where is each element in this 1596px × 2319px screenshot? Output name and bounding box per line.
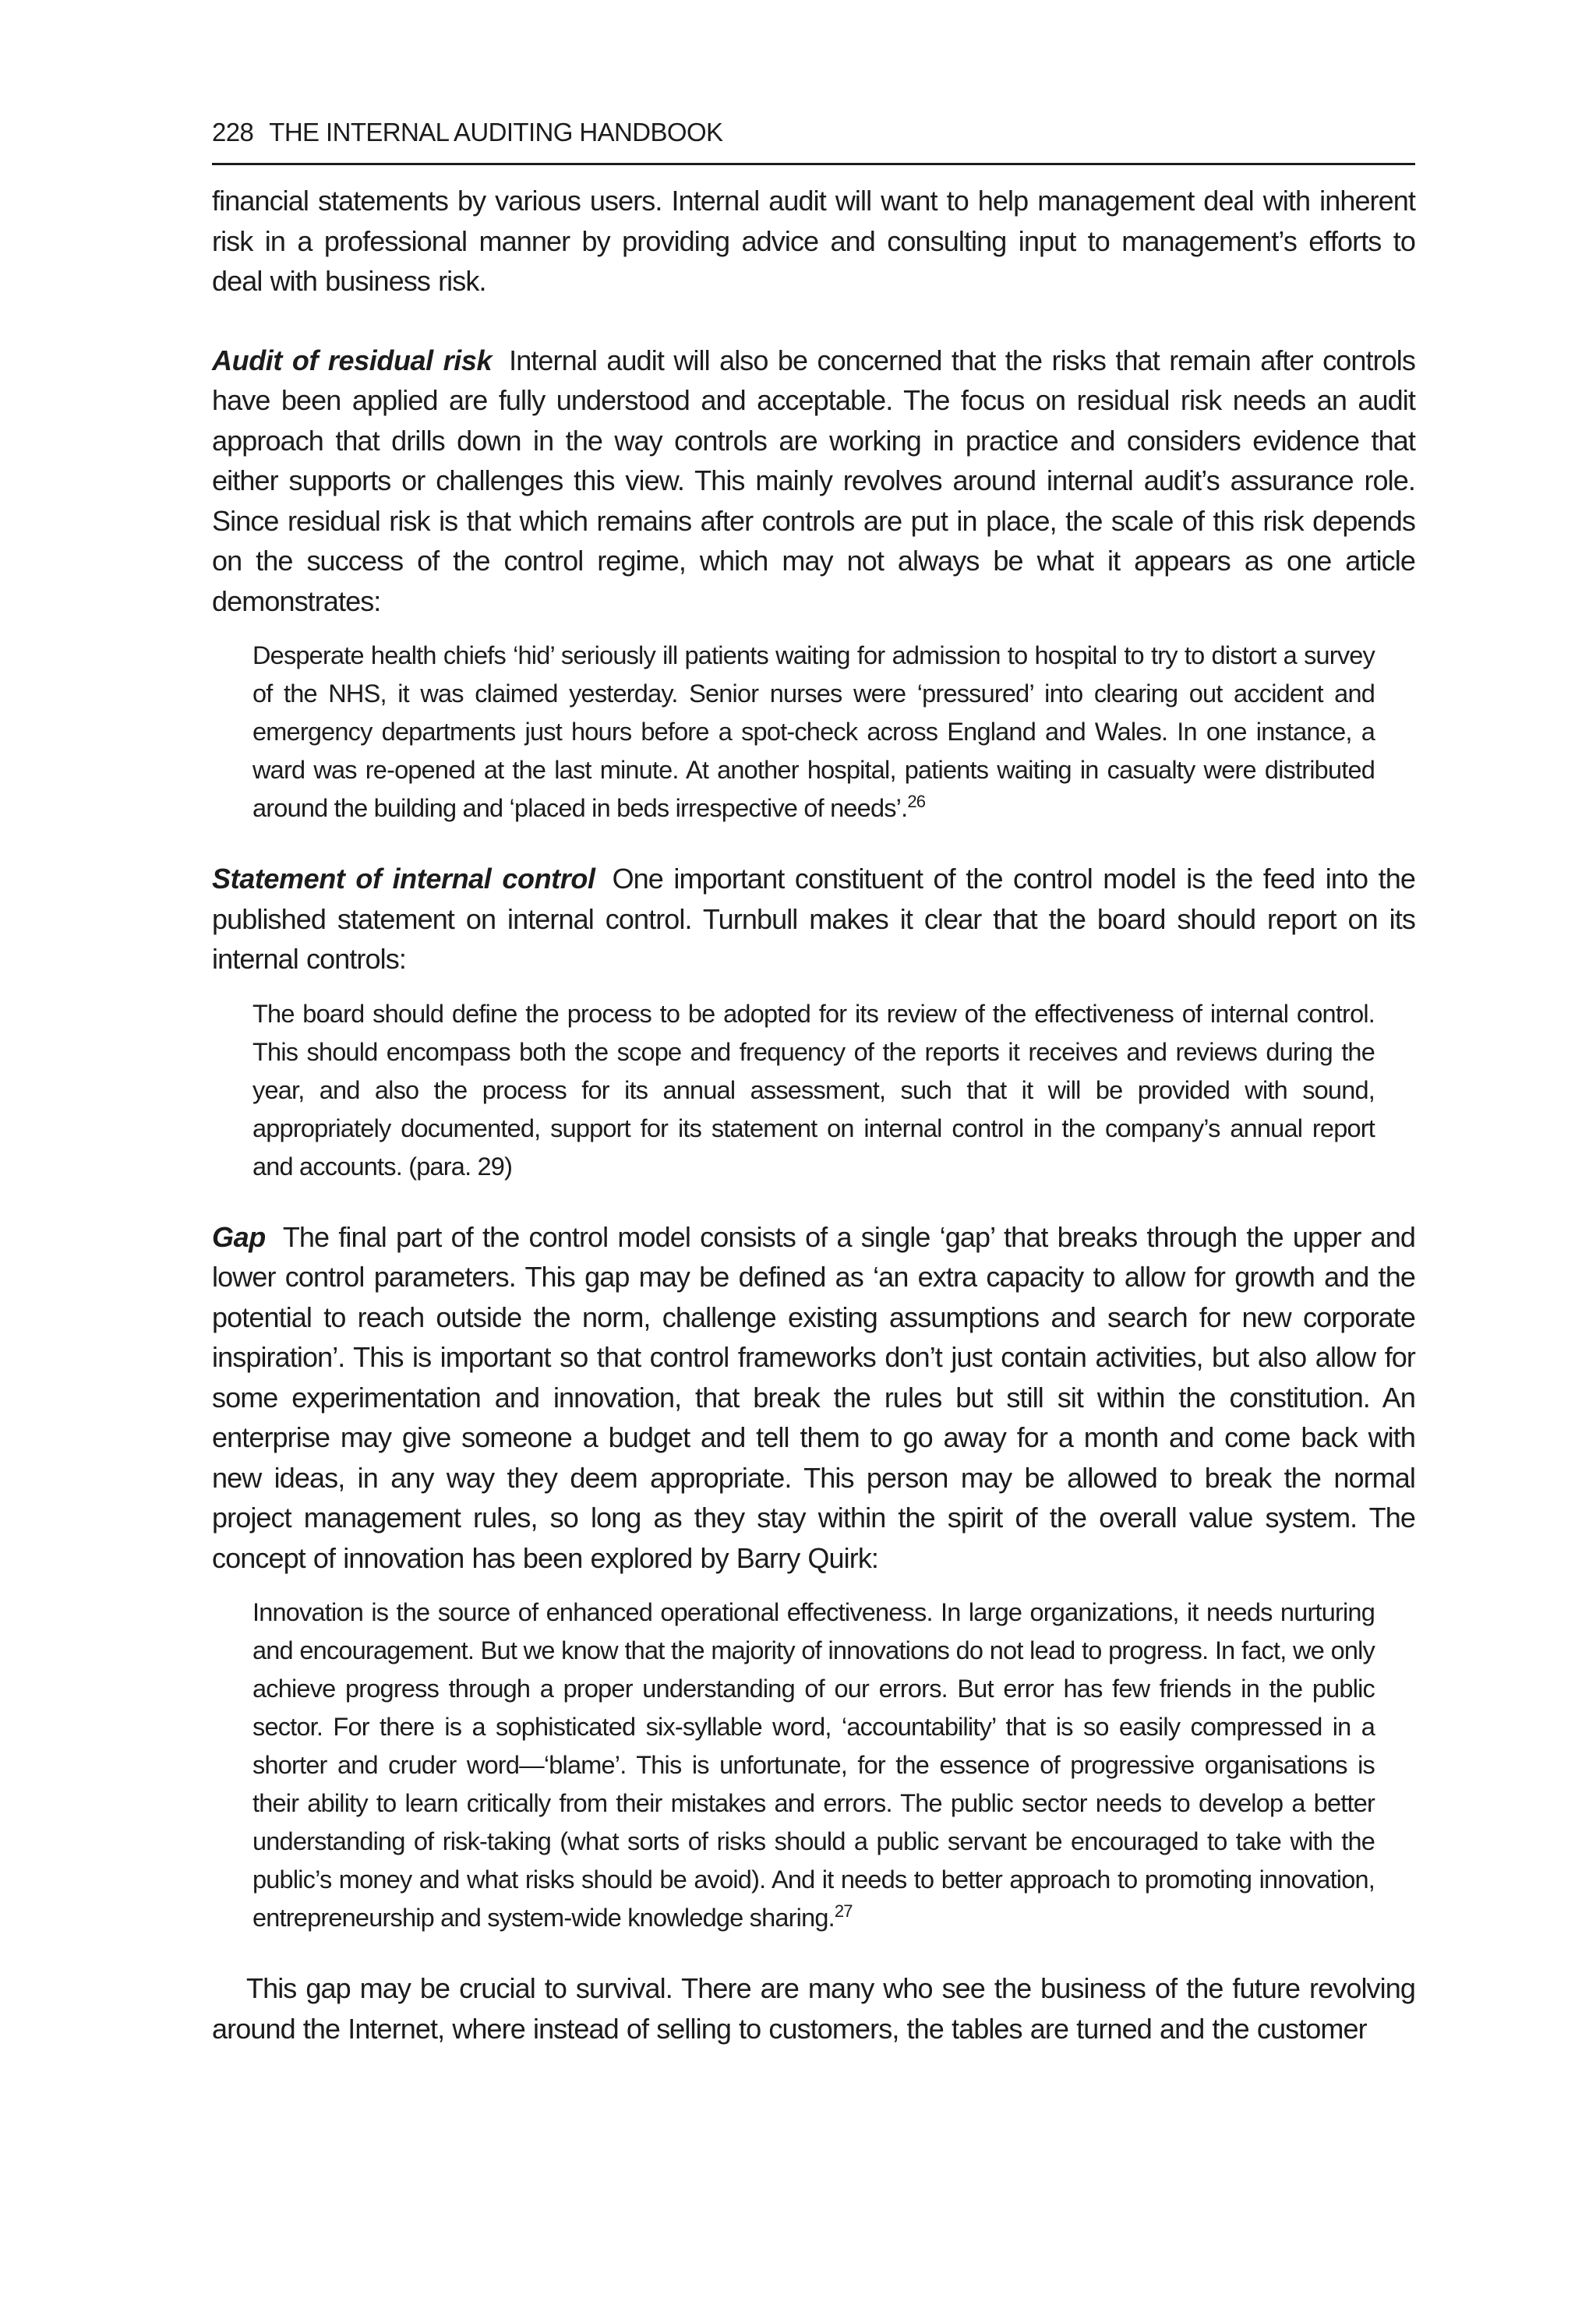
internal-control-heading: Statement of internal control: [212, 863, 595, 895]
closing-text: This gap may be crucial to survival. There are many who see the business of the future revolving around the Internet, where instead of selling to customers, the tables are turned and the customer: [212, 1972, 1415, 2045]
book-title: THE INTERNAL AUDITING HANDBOOK: [269, 118, 723, 146]
quirk-quote: [252, 1594, 1375, 1937]
gap-heading: Gap: [212, 1220, 266, 1253]
page-number: 228: [212, 118, 254, 146]
residual-risk-paragraph: [212, 341, 1415, 622]
running-header: [212, 117, 1415, 165]
gap-text: The final part of the control model consists of a single ‘gap’ that breaks through the upper and lower control parameters. This gap may be defined as ‘an extra capacity to allow for growth and the potential to reach outside the norm, challenge existing assumptions and search for new corporate inspiration’. This is important so that control frameworks don’t just contain activities, but also allow for some experimentation and innovation, that break the rules but still sit within the constitution. An enterprise may give someone a budget and tell them to go away for a month and come back with new ideas, in any way they deem appropriate. This person may be allowed to break the normal project management rules, so long as they stay within the spirit of the overall value system. The concept of innovation has been explored by Barry Quirk:: [212, 1220, 1415, 1574]
internal-control-paragraph: [212, 859, 1415, 979]
gap-paragraph: [212, 1217, 1415, 1579]
footnote-ref-27: 27: [834, 1901, 853, 1922]
residual-risk-heading: Audit of residual risk: [212, 344, 493, 376]
turnbull-quote-text: The board should define the process to be adopted for its review of the effectiveness of internal control. This should encompass both the scope and frequency of the reports it receives and reviews during the year, and also the process for its annual assessment, such that it will be provided with sound, appropriately documented, support for its statement on internal control in the company’s annual report and accounts. (para. 29): [252, 999, 1375, 1181]
nhs-quote: [252, 637, 1375, 828]
footnote-ref-26: 26: [907, 792, 926, 812]
turnbull-quote: [252, 995, 1375, 1186]
quirk-quote-text: Innovation is the source of enhanced operational effectiveness. In large organizations, it needs nurturing and encouragement. But we know that the majority of innovations do not lead to progress. In fact, we only achieve progress through a proper understanding of our errors. But error has few friends in the public sector. For there is a sophisticated six-syllable word, ‘accountability’ that is so easily compressed in a shorter and cruder word—‘blame’. This is unfortunate, for the essence of progressive organisations is their ability to learn critically from their mistakes and errors. The public sector needs to develop a better understanding of risk-taking (what sorts of risks should a public servant be encouraged to take with the public’s money and what risks should be avoid). And it needs to better approach to promoting innovation, entrepreneurship and system-wide knowledge sharing.: [252, 1598, 1375, 1932]
nhs-quote-text: Desperate health chiefs ‘hid’ seriously ill patients waiting for admission to hospital to try to distort a survey of the NHS, it was claimed yesterday. Senior nurses were ‘pressured’ into clearing out accident and emergency departments just hours before a spot-check across England and Wales. In one instance, a ward was re-opened at the last minute. At another hospital, patients waiting in casualty were distributed around the building and ‘placed in beds irrespective of needs’.: [252, 641, 1375, 822]
closing-paragraph: [212, 1968, 1415, 2049]
intro-text: financial statements by various users. Internal audit will want to help management deal with inherent risk in a professional manner by providing advice and consulting input to management’s efforts to deal with business risk.: [212, 185, 1415, 297]
book-page: [212, 117, 1415, 2049]
residual-risk-text: Internal audit will also be concerned that the risks that remain after controls have been applied are fully understood and acceptable. The focus on residual risk needs an audit approach that drills down in the way controls are working in practice and considers evidence that either supports or challenges this view. This mainly revolves around internal audit’s assurance role. Since residual risk is that which remains after controls are put in place, the scale of this risk depends on the success of the control regime, which may not always be what it appears as one article demonstrates:: [212, 344, 1415, 617]
internal-control-text: One important constituent of the control model is the feed into the published statement on internal control. Turnbull makes it clear that the board should report on its internal controls:: [212, 863, 1416, 975]
intro-paragraph: [212, 181, 1415, 302]
